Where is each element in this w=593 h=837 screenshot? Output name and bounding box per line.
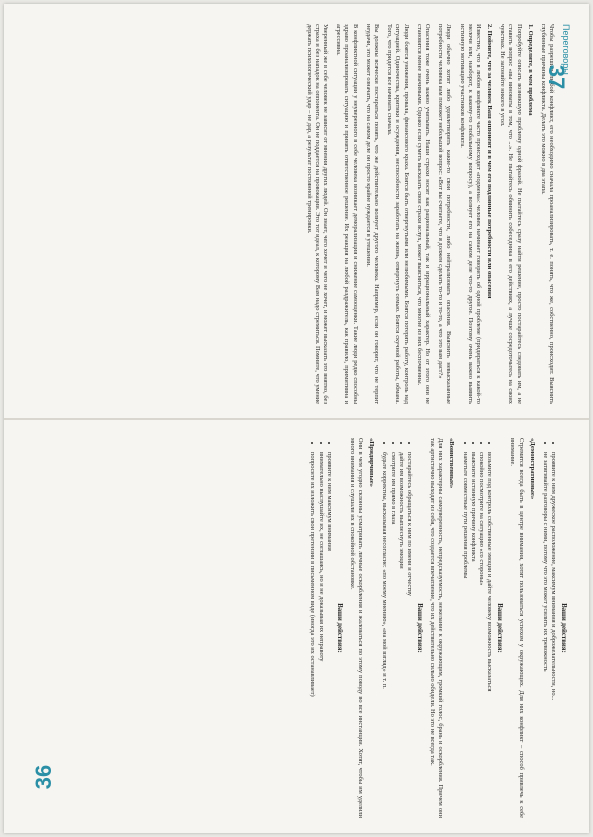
actions-heading: Ваши действия:	[335, 603, 343, 653]
paragraph: Попробуйте описать возникшую проблему одной фразой. Не пытайтесь сразу найти решение, просто постарайтесь следовать им, а не ставить вопрос «вы виноваты в том, что ...». Не пытайтесь обвинить собеседника в его действиях, а лучше сосредоточьтесь на своих чувствах. Не загоняйте никого в угол.	[499, 24, 523, 404]
page-36	[19, 428, 579, 828]
paragraph: Стремятся всегда быть в центре внимания, хотят пользоваться успехом у окружающих. Для них конфликт – способ привлечь к себе внимание.	[509, 438, 525, 818]
list-item: • проявите к ним максимум внимания	[325, 452, 333, 818]
type-title: «Воинственные»	[448, 438, 456, 489]
paragraph: Для них характерны самоуверенность, непредсказуемость, нежелание к окружающим, громкий голос, брань и оскорбления. Причем они так артистично выходят из себя, что создается впечатление, что их действительно сильно обидели. Но это не всегда так.	[429, 438, 445, 818]
paragraph: Они в чем угодно склонны усматривать личные оскорбления и жаловаться по этому поводу во все инстанции. Хотят, чтобы им уделили много внимания и слушали их в спокойной обстановке.	[348, 438, 365, 818]
list-item: • внимательно выслушайте их, не соглашаясь, но и не доказывая их неправоту	[316, 452, 324, 818]
heading: 1. Определите, в чем проблема	[526, 24, 534, 116]
page-fold	[4, 418, 589, 420]
list-item: • дайте им возможность выплеснуть эмоции	[397, 452, 405, 818]
actions-list	[541, 438, 557, 818]
type-title: «Придирчивые»	[368, 438, 376, 487]
heading: 2. Поймите, что за человек Ваш оппонент и в чем его подлинные потребности или опасения	[485, 24, 493, 299]
actions-list	[380, 438, 413, 818]
page-number-left: 36	[31, 764, 57, 790]
list-item: • попросите их изложить свои претензии в письменном виде (иногда это их останавливает)	[308, 452, 316, 818]
paragraph: Известно, что в любом конфликте часто происходит «подмена»: человек начинает говорить об одной проблеме (придираться к какой-то мелочи или, наоборот, к какому-то глобальному вопросу), а волнует его на самом деле что-то другое. Поэтому очень важно выявить истинную мотивацию участников конфликта.	[458, 24, 482, 404]
list-item: • будьте корректны, высказывая несогласие: «по моему мнению», «на мой взгляд» и т. п.	[380, 452, 388, 818]
actions-heading: Ваши действия:	[415, 603, 423, 653]
page-37	[19, 14, 579, 414]
page-number-right: 37	[544, 64, 570, 90]
list-item: • постарайтесь обращаться к ним по имени и отчеству	[405, 452, 413, 818]
paragraph: Уверенный же в себе человек не зависит от мнения других людей. Он знает, чего хочет и чего не хочет, и может высказать это внятно, без страха и без нападок на оппонента. Он не поддается на провокации. Это тот идеал, к которому Вам надо стремиться. Помните, что умение держать психологический удар – не дар, а результат постоянной тренировки.	[305, 24, 329, 404]
paragraph: Люди обычно хотят либо удовлетворить какие-то свои потребности, либо нейтрализовать опасения. Выяснить невысказанные потребности человека вам поможет небольшой вопрос: «Вот вы считаете, что я должен сделать то-то и то-то, а что это вам даст?»	[437, 24, 453, 404]
paragraph: Вы должны всячески постараться понять, что же действительно волнует другого человека. Например, если он говорит, что не терпит неудачи, это может означать, что на самом деле он просто крайне нуждается в утешении.	[364, 24, 380, 404]
list-item: • смотрите им прямо в глаза	[388, 452, 396, 818]
list-item: • возьмите под контроль собственные эмоции и дайте человеку возможность высказаться	[485, 452, 493, 818]
paragraph: Опасения тоже очень важно учитывать. Наши страхи носят как рациональный, так и иррациональный характер. Но от этого они не становятся менее значимыми. Однако если суметь высказать свои страхи вслух, может выясниться, что многие из них беспочвенны.	[415, 24, 431, 404]
paragraph: Люди боятся унижения, провала, финансового краха. Боятся быть отвергнутыми или нелюбимыми. Боятся потерять работу, контроль над ситуацией. Одиночества, критики и осуждения, неспособности заработать на жизнь, отвергнуть семью. Боятся скучной работы, обмана. Того, что придется все начинать сначала.	[386, 24, 410, 404]
list-item: • наметьте совместные пути решения проблемы	[460, 452, 468, 818]
list-item: • выясните истинную причину конфликта	[469, 452, 477, 818]
actions-heading: Ваши действия:	[560, 603, 567, 653]
section-title: Переговоры	[561, 24, 571, 75]
paragraph: В конфликтной ситуации у неуверенного в себе человека возникает деморализация и снижение самооценки. Такие люди редко способны здраво проанализировать ситуацию и принять ответственное решение. Их реакция на любой раздражитель, как правило, примитивна и агрессивна.	[335, 24, 359, 404]
list-item: • не затягивайте разговоры с ними, потому что это может усилить их тревожность	[541, 452, 549, 818]
actions-heading: Ваши действия:	[496, 603, 504, 653]
paragraph: Чтобы разрешить любой конфликт, его необходимо сначала проанализировать, т. е. понять, что же, собственно, происходит. Выяснить глубинные причины конфликта. Делать это можно в два этапа.	[539, 24, 555, 404]
book-spread	[4, 4, 589, 833]
actions-list	[308, 438, 333, 818]
actions-list	[460, 438, 493, 818]
list-item: • проявите к ним дружеское расположение, максимум внимания и доброжелательности, но...	[549, 452, 557, 818]
list-item: • спокойно посмотрите на ситуацию «со стороны»	[477, 452, 485, 818]
type-title: «Демонстративные»	[528, 438, 536, 500]
